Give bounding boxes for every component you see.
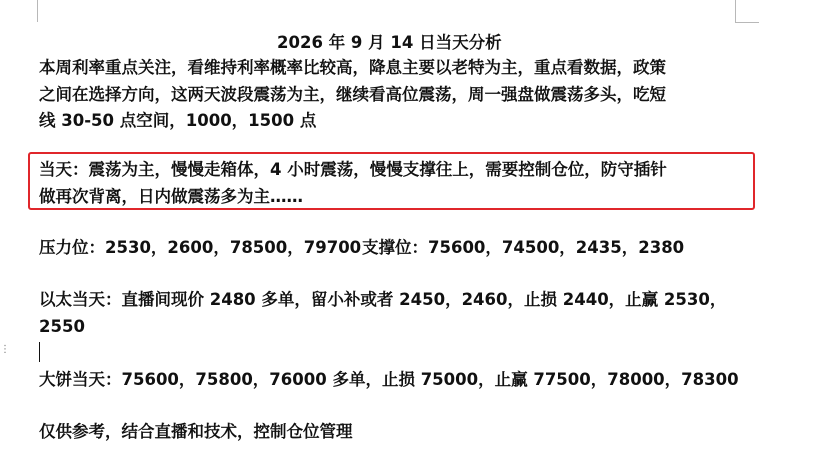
support-levels: 支撑位：75600，74500，2435，2380	[362, 238, 685, 257]
intro-line-1: 本周利率重点关注，看维持利率概率比较高，降息主要以老特为主，重点看数据，政策	[39, 58, 666, 77]
intro-line-2: 之间在选择方向，这两天波段震荡为主，继续看高位震荡，周一强盘做震荡多头，吃短	[39, 85, 666, 104]
gutter-drag-handle-icon[interactable]: ⋮	[0, 344, 10, 355]
btc-line: 大饼当天：75600，75800，76000 多单，止损 75000，止赢 77500，78000，78300	[39, 370, 739, 389]
pressure-levels: 压力位：2530，2600，78500，79700	[39, 238, 362, 257]
eth-line-2: 2550	[39, 317, 85, 336]
today-line-1: 当天：震荡为主，慢慢走箱体，4 小时震荡，慢慢支撑往上，需要控制仓位，防守插针	[39, 160, 667, 179]
crop-mark-right-horizontal	[735, 22, 759, 23]
text-cursor[interactable]	[39, 342, 40, 362]
today-line-2: 做再次背离，日内做震荡多为主……	[39, 187, 303, 206]
crop-mark-right-vertical	[735, 0, 736, 22]
document-title: 2026 年 9 月 14 日当天分析	[277, 33, 502, 52]
footer-note: 仅供参考，结合直播和技术，控制仓位管理	[39, 422, 353, 441]
crop-mark-left	[37, 0, 38, 22]
intro-line-3: 线 30-50 点空间，1000，1500 点	[39, 111, 317, 130]
eth-line-1: 以太当天：直播间现价 2480 多单，留小补或者 2450，2460，止损 2440，止赢 2530，	[39, 290, 727, 309]
